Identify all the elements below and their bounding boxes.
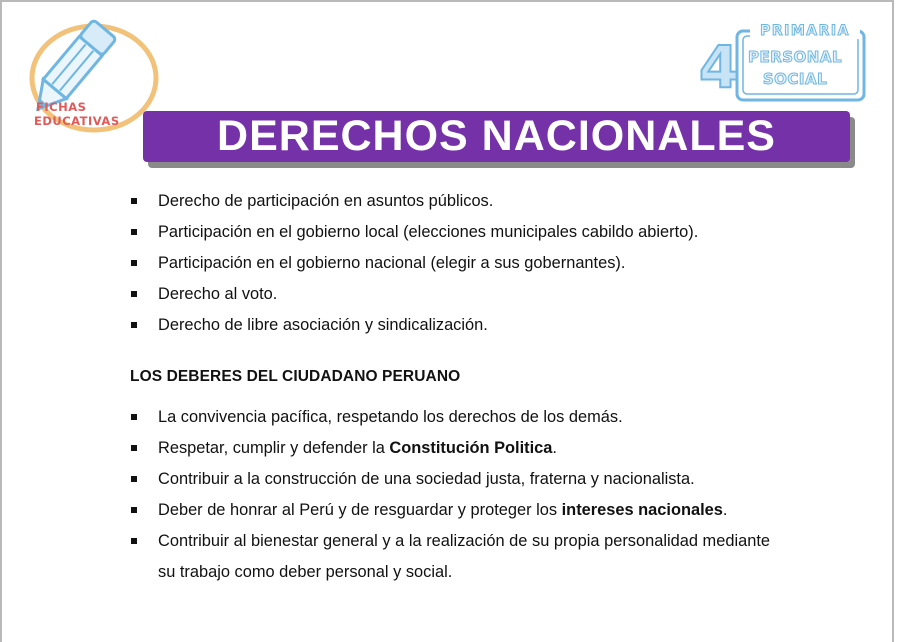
- list-item: [130, 526, 770, 588]
- badge-level: PRIMARIA: [760, 23, 850, 39]
- list-item: [130, 248, 770, 279]
- list-item-text-post: .: [722, 501, 728, 519]
- list-item-text: Contribuir a la construcción de una sociedad justa, fraterna y nacionalista.: [158, 470, 695, 488]
- list-item: [130, 217, 770, 248]
- bullet-icon: [131, 414, 137, 420]
- list-item-text: La convivencia pacífica, respetando los derechos de los demás.: [158, 408, 623, 426]
- list-item: [130, 464, 770, 495]
- list-item: [130, 310, 770, 341]
- list-item-text: Participación en el gobierno local (elecciones municipales cabildo abierto).: [158, 223, 699, 241]
- grade-number: 4: [698, 33, 740, 101]
- list-item-text: Derecho de participación en asuntos públicos.: [158, 192, 494, 210]
- page-title: DERECHOS NACIONALES: [217, 112, 776, 160]
- title-banner: [143, 111, 850, 162]
- list-item-text: Derecho al voto.: [158, 285, 278, 303]
- bullet-icon: [131, 229, 137, 235]
- rights-list: [130, 186, 770, 341]
- list-item: [130, 186, 770, 217]
- list-item-emphasis: Constitución Politica: [389, 439, 553, 457]
- bullet-icon: [131, 291, 137, 297]
- list-item-text: Participación en el gobierno nacional (elegir a sus gobernantes).: [158, 254, 626, 272]
- list-item: [130, 279, 770, 310]
- list-item-text: Derecho de libre asociación y sindicalización.: [158, 316, 488, 334]
- bullet-icon: [131, 445, 137, 451]
- list-item-emphasis: intereses nacionales: [561, 501, 723, 519]
- bullet-icon: [131, 507, 137, 513]
- list-item: [130, 495, 770, 526]
- badge-subject-line2: SOCIAL: [762, 70, 828, 88]
- list-item: [130, 433, 770, 464]
- list-item-text-post: .: [552, 439, 557, 457]
- bullet-icon: [131, 322, 137, 328]
- list-item-text-pre: Deber de honrar al Perú y de resguardar y proteger los: [158, 501, 562, 519]
- list-item: [130, 402, 770, 433]
- list-item-text: Contribuir al bienestar general y a la realización de su propia personalidad mediante su trabajo como deber personal y social.: [158, 532, 770, 581]
- bullet-icon: [131, 260, 137, 266]
- section-heading: LOS DEBERES DEL CIUDADANO PERUANO: [130, 368, 461, 385]
- list-item-text-pre: Respetar, cumplir y defender la: [158, 439, 390, 457]
- badge-subject-line1: PERSONAL: [747, 48, 843, 66]
- bullet-icon: [131, 538, 137, 544]
- duties-list: [130, 402, 770, 588]
- bullet-icon: [131, 476, 137, 482]
- bullet-icon: [131, 198, 137, 204]
- logo-text-line2: EDUCATIVAS: [34, 114, 120, 128]
- logo-text-line1: FICHAS: [36, 100, 87, 114]
